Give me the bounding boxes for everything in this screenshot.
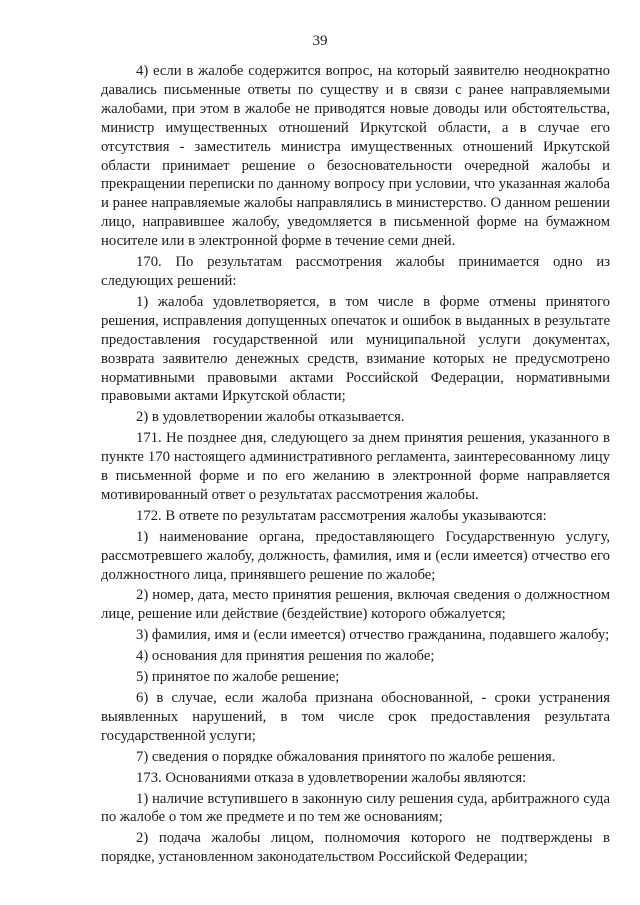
- page-number: 39: [312, 33, 328, 49]
- paragraph-173-item-2: 2) подача жалобы лицом, полномочия которого не подтверждены в порядке, установленном законодательством Российской Федерации;: [101, 830, 610, 866]
- paragraph-172-item-3: 3) фамилия, имя и (если имеется) отчество гражданина, подавшего жалобу;: [136, 627, 610, 644]
- paragraph-170-item-2: 2) в удовлетворении жалобы отказывается.: [136, 409, 405, 426]
- paragraph-172-item-7: 7) сведения о порядке обжалования принятого по жалобе решения.: [136, 748, 556, 765]
- paragraph-170-item-1: 1) жалоба удовлетворяется, в том числе в форме отмены принятого решения, исправления допущенных опечаток и ошибок в выданных в результате предоставления государственной или муниципальной услуги документах, возврата заявителю денежных средств, взимание которых не предусмотрено нормативными правовыми актами Российской Федерации, нормативными правовыми актами Иркутской области;: [101, 293, 610, 405]
- paragraph-clause-4: 4) если в жалобе содержится вопрос, на который заявителю неоднократно давались письменные ответы по существу и в связи с ранее направляемыми жалобами, при этом в жалобе не приводятся новые доводы или обстоятельства, министр имущественных отношений Иркутской области, а в случае его отсутствия - заместитель министра имущественных отношений Иркутской области принимает решение о безосновательности очередной жалобы и прекращении переписки по данному вопросу при условии, что указанная жалоба и ранее направляемые жалобы направлялись в министерство. О данном решении лицо, направившее жалобу, уведомляется в письменной форме на бумажном носителе или в электронной форме в течение семи дней.: [101, 63, 610, 250]
- paragraph-172-item-5: 5) принятое по жалобе решение;: [136, 669, 340, 686]
- paragraph-172: 172. В ответе по результатам рассмотрения жалобы указываются:: [136, 507, 547, 524]
- paragraph-173: 173. Основаниями отказа в удовлетворении жалобы являются:: [136, 769, 527, 786]
- document-body: [101, 62, 610, 869]
- paragraph-170: 170. По результатам рассмотрения жалобы принимается одно из следующих решений:: [101, 254, 610, 289]
- paragraph-172-item-6: 6) в случае, если жалоба признана обоснованной, - сроки устранения выявленных нарушений, в том числе срок предоставления результата государственной услуги;: [101, 690, 610, 744]
- paragraph-172-item-1: 1) наименование органа, предоставляющего Государственную услугу, рассмотревшего жалобу, должность, фамилия, имя и (если имеется) отчество его должностного лица, принявшего решение по жалобе;: [101, 528, 610, 583]
- paragraph-172-item-2: 2) номер, дата, место принятия решения, включая сведения о должностном лице, решение или действие (бездействие) которого обжалуется;: [101, 587, 610, 623]
- paragraph-171: 171. Не позднее дня, следующего за днем принятия решения, указанного в пункте 170 настоящего административного регламента, заинтересованному лицу в письменной форме и по его желанию в электронной форме направляется мотивированный ответ о результатах рассмотрения жалобы.: [101, 430, 610, 503]
- paragraph-173-item-1: 1) наличие вступившего в законную силу решения суда, арбитражного суда по жалобе о том же предмете и по тем же основаниям;: [101, 790, 610, 826]
- paragraph-172-item-4: 4) основания для принятия решения по жалобе;: [136, 648, 435, 665]
